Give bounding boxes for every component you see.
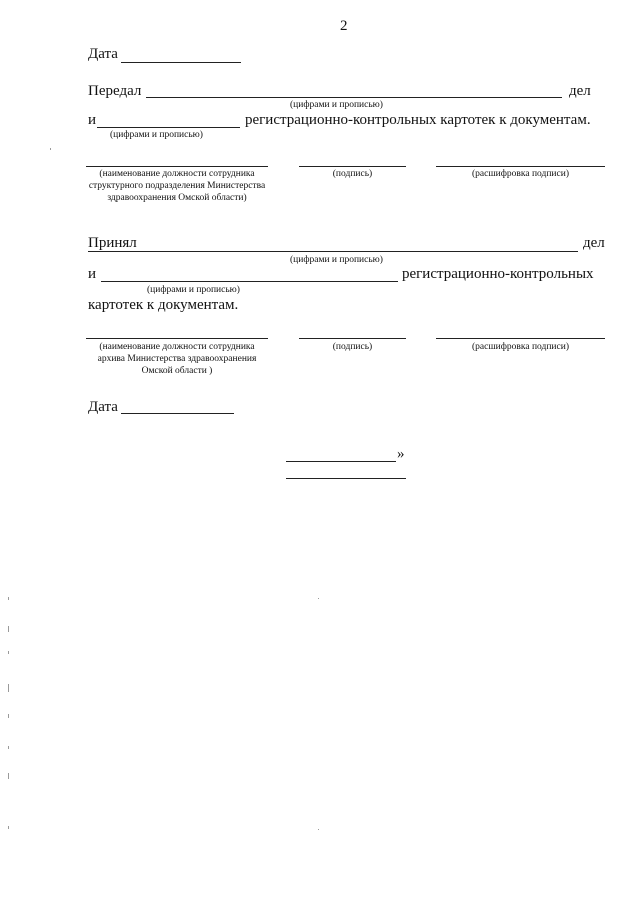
accept-signature-field[interactable] <box>299 338 406 339</box>
transfer-cases-word: дел <box>569 83 591 99</box>
scan-speck <box>8 626 9 632</box>
lower-field[interactable] <box>286 478 406 479</box>
scan-speck <box>8 826 9 829</box>
accept-label: Принял <box>88 235 137 251</box>
transfer-decoding-caption: (расшифровка подписи) <box>472 169 569 179</box>
accept-decoding-field[interactable] <box>436 338 605 339</box>
scan-speck <box>318 829 319 830</box>
quote-field[interactable] <box>286 461 396 462</box>
scan-speck <box>8 746 9 749</box>
scan-speck <box>8 597 9 600</box>
accept-and-word: и <box>88 266 97 282</box>
transfer-signature-field[interactable] <box>299 166 406 167</box>
transfer-position-caption: (наименование должности сотрудника структурного подразделения Министерства здравоохранения Омской области) <box>88 169 266 203</box>
date-field-bottom[interactable] <box>121 413 234 414</box>
accept-cards-text: регистрационно-контрольных <box>402 266 594 282</box>
transfer-position-field[interactable] <box>86 166 268 167</box>
transfer-caption-numbers-2: (цифрами и прописью) <box>110 130 203 140</box>
scan-speck <box>8 714 9 718</box>
transfer-caption-numbers: (цифрами и прописью) <box>290 100 383 110</box>
accept-cases-word: дел <box>583 235 605 251</box>
accept-cases-field[interactable] <box>88 251 578 252</box>
transfer-signature-caption: (подпись) <box>332 169 373 179</box>
transfer-cards-text: регистрационно-контрольных картотек к документам. <box>245 112 591 128</box>
accept-position-caption: (наименование должности сотрудника архива Министерства здравоохранения Омской области ) <box>97 342 257 376</box>
date-label-top: Дата <box>88 46 118 62</box>
date-label-bottom: Дата <box>88 399 118 415</box>
transfer-and-word: и <box>88 112 97 128</box>
quote-mark: » <box>397 446 405 462</box>
transfer-label: Передал <box>88 83 142 99</box>
page-number: 2 <box>340 18 348 34</box>
accept-cards-field[interactable] <box>101 281 398 282</box>
scan-speck <box>8 773 9 779</box>
scan-speck <box>318 598 319 599</box>
scan-speck <box>8 684 9 692</box>
accept-signature-caption: (подпись) <box>332 342 373 352</box>
date-field-top[interactable] <box>121 62 241 63</box>
transfer-cards-field[interactable] <box>97 127 240 128</box>
scan-speck <box>50 148 51 150</box>
transfer-cases-field[interactable] <box>146 97 562 98</box>
accept-caption-numbers-2: (цифрами и прописью) <box>147 285 240 295</box>
accept-caption-numbers: (цифрами и прописью) <box>290 255 383 265</box>
accept-cards-text-2: картотек к документам. <box>88 297 239 313</box>
accept-position-field[interactable] <box>86 338 268 339</box>
accept-decoding-caption: (расшифровка подписи) <box>472 342 569 352</box>
scan-speck <box>8 651 9 654</box>
transfer-decoding-field[interactable] <box>436 166 605 167</box>
